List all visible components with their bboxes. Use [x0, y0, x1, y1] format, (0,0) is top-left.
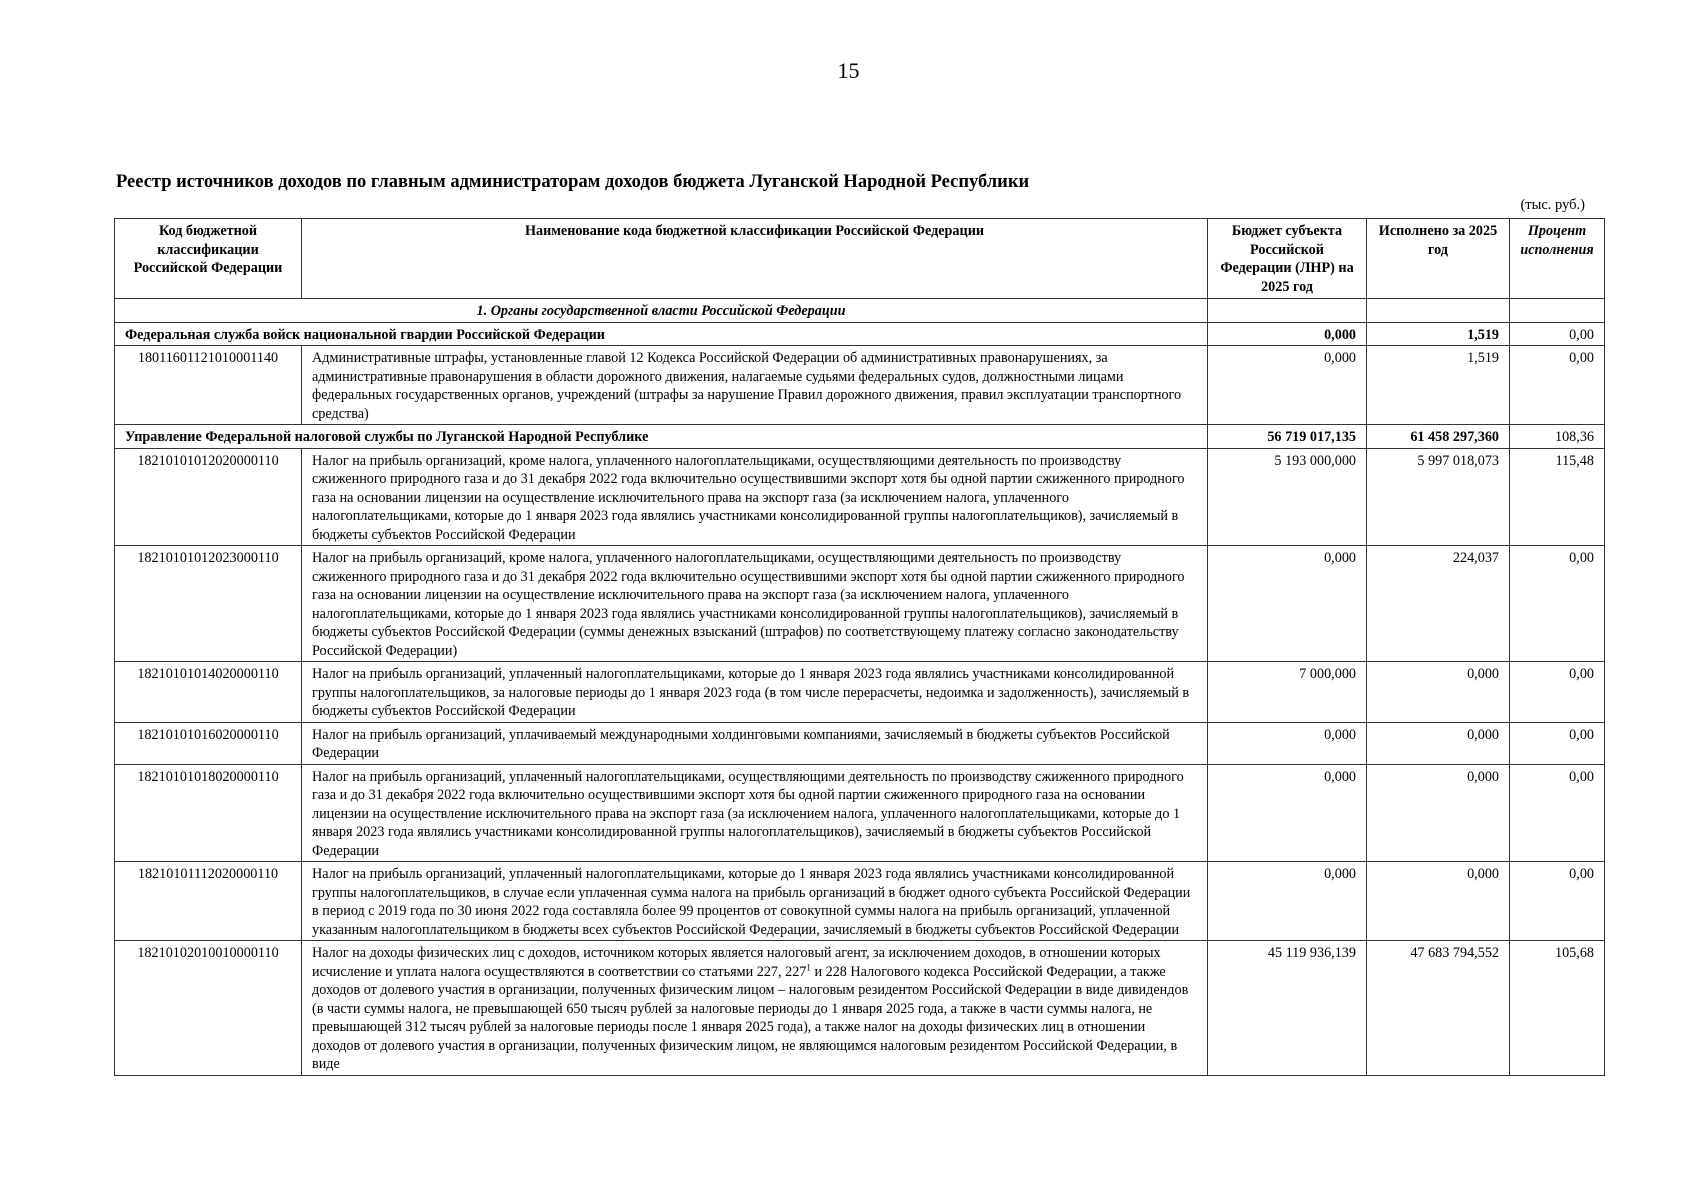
row-name: Налог на прибыль организаций, уплаченный налогоплательщиками, которые до 1 января 2023 года являлись участниками консолидированной группы налогоплательщиков, в случае если уплаченная сумма налога на прибыль организаций в бюджет одного субъекта Российской Федерации в период с 2019 года по 30 июня 2022 года составляла более 99 процентов от совокупной суммы налога на прибыль организаций, уплаченной указанным налогоплательщиком в бюджеты всех субъектов Российской Федерации, зачисляемый в бюджеты субъектов Российской Федерации — [302, 862, 1208, 941]
table-row — [115, 941, 1605, 1076]
row-budget: 0,000 — [1208, 862, 1367, 941]
row-budget: 5 193 000,000 — [1208, 448, 1367, 546]
superscript: 1 — [806, 961, 811, 972]
section-title: 1. Органы государственной власти Российской Федерации — [115, 299, 1208, 323]
row-percent: 105,68 — [1510, 941, 1605, 1076]
row-executed: 5 997 018,073 — [1367, 448, 1510, 546]
row-percent: 0,00 — [1510, 546, 1605, 662]
row-percent: 0,00 — [1510, 764, 1605, 862]
table-row — [115, 448, 1605, 546]
administrator-executed: 1,519 — [1367, 322, 1510, 346]
row-percent: 0,00 — [1510, 722, 1605, 764]
table-row — [115, 662, 1605, 723]
row-name: Налог на прибыль организаций, уплаченный налогоплательщиками, осуществляющими деятельность по производству сжиженного природного газа и до 31 декабря 2022 года включительно осуществившими экспорт хотя бы одной партии сжиженного природного газа на основании лицензии на осуществление исключительного права на экспорт газа (за исключением налога, уплаченного налогоплательщиками, которые до 1 января 2023 года являлись участниками консолидированной группы налогоплательщиков), зачисляемый в бюджеты субъектов Российской Федерации — [302, 764, 1208, 862]
administrator-name: Федеральная служба войск национальной гвардии Российской Федерации — [115, 322, 1208, 346]
row-code: 18210101014020000110 — [115, 662, 302, 723]
row-budget: 0,000 — [1208, 346, 1367, 425]
table-row — [115, 764, 1605, 862]
row-code: 18210101112020000110 — [115, 862, 302, 941]
row-code: 18210101012020000110 — [115, 448, 302, 546]
administrator-percent: 108,36 — [1510, 425, 1605, 449]
header-budget: Бюджет субъекта Российской Федерации (ЛНР) на 2025 год — [1208, 219, 1367, 299]
row-percent: 115,48 — [1510, 448, 1605, 546]
row-name — [302, 941, 1208, 1076]
row-executed: 0,000 — [1367, 722, 1510, 764]
table-row — [115, 546, 1605, 662]
row-percent: 0,00 — [1510, 662, 1605, 723]
administrator-executed: 61 458 297,360 — [1367, 425, 1510, 449]
administrator-row — [115, 425, 1605, 449]
administrator-percent: 0,00 — [1510, 322, 1605, 346]
table-header-row — [115, 219, 1605, 299]
empty-cell — [1510, 299, 1605, 323]
row-percent: 0,00 — [1510, 346, 1605, 425]
row-name: Административные штрафы, установленные главой 12 Кодекса Российской Федерации об административных правонарушениях, за административные правонарушения в области дорожного движения, налагаемые судьями федеральных судов, должностными лицами федеральных государственных органов, учреждений (штрафы за нарушение Правил дорожного движения, правил эксплуатации транспортного средства) — [302, 346, 1208, 425]
row-name: Налог на прибыль организаций, кроме налога, уплаченного налогоплательщиками, осуществляющими деятельность по производству сжиженного природного газа и до 31 декабря 2022 года включительно осуществившими экспорт хотя бы одной партии сжиженного природного газа на основании лицензии на осуществление исключительного права на экспорт газа (за исключением налога, уплаченного налогоплательщиками, которые до 1 января 2023 года являлись участниками консолидированной группы налогоплательщиков), зачисляемый в бюджеты субъектов Российской Федерации — [302, 448, 1208, 546]
table-row — [115, 862, 1605, 941]
row-name-part: Налог на доходы физических лиц с доходов, источником которых является налоговый агент, за исключением доходов, в отношении которых исчисление и уплата налога осуществляются в соответствии со статьями 227, 227 — [312, 945, 1161, 980]
row-budget: 7 000,000 — [1208, 662, 1367, 723]
administrator-row — [115, 322, 1605, 346]
row-executed: 224,037 — [1367, 546, 1510, 662]
row-name: Налог на прибыль организаций, уплаченный налогоплательщиками, которые до 1 января 2023 года являлись участниками консолидированной группы налогоплательщиков, за налоговые периоды до 1 января 2023 года (в том числе перерасчеты, недоимка и задолженность), зачисляемый в бюджеты субъектов Российской Федерации — [302, 662, 1208, 723]
row-name-part: и 228 Налогового кодекса Российской Федерации, а также доходов от долевого участия в организации, полученных физическим лицом – налоговым резидентом Российской Федерации в виде дивидендов (в части суммы налога, не превышающей 650 тысяч рублей за налоговые периоды до 1 января 2025 года, а также в части суммы налога, не превышающей 312 тысяч рублей за налоговые периоды после 1 января 2025 года), а также налог на доходы физических лиц в отношении доходов от долевого участия в организации, полученных физическим лицом, не являющимся налоговым резидентом Российской Федерации, в виде — [312, 963, 1189, 1072]
row-percent: 0,00 — [1510, 862, 1605, 941]
row-budget: 0,000 — [1208, 722, 1367, 764]
administrator-name: Управление Федеральной налоговой службы по Луганской Народной Республике — [115, 425, 1208, 449]
section-row — [115, 299, 1605, 323]
document-title: Реестр источников доходов по главным администраторам доходов бюджета Луганской Народной Республики — [116, 172, 1030, 192]
revenue-register-table — [114, 218, 1605, 1076]
table-row — [115, 722, 1605, 764]
row-executed: 0,000 — [1367, 662, 1510, 723]
row-executed: 1,519 — [1367, 346, 1510, 425]
header-code: Код бюджетной классификации Российской Федерации — [115, 219, 302, 299]
row-code: 18011601121010001140 — [115, 346, 302, 425]
row-code: 18210102010010000110 — [115, 941, 302, 1076]
empty-cell — [1367, 299, 1510, 323]
row-code: 18210101016020000110 — [115, 722, 302, 764]
row-name: Налог на прибыль организаций, уплачиваемый международными холдинговыми компаниями, зачисляемый в бюджеты субъектов Российской Федерации — [302, 722, 1208, 764]
row-budget: 0,000 — [1208, 546, 1367, 662]
row-code: 18210101018020000110 — [115, 764, 302, 862]
administrator-budget: 56 719 017,135 — [1208, 425, 1367, 449]
header-executed: Исполнено за 2025 год — [1367, 219, 1510, 299]
row-executed: 0,000 — [1367, 764, 1510, 862]
row-executed: 0,000 — [1367, 862, 1510, 941]
row-budget: 0,000 — [1208, 764, 1367, 862]
table-row — [115, 346, 1605, 425]
row-executed: 47 683 794,552 — [1367, 941, 1510, 1076]
row-code: 18210101012023000110 — [115, 546, 302, 662]
units-label: (тыс. руб.) — [1520, 197, 1585, 213]
row-name: Налог на прибыль организаций, кроме налога, уплаченного налогоплательщиками, осуществляющими деятельность по производству сжиженного природного газа и до 31 декабря 2022 года включительно осуществившими экспорт хотя бы одной партии сжиженного природного газа на основании лицензии на осуществление исключительного права на экспорт газа (за исключением налога, уплаченного налогоплательщиками, которые до 1 января 2023 года являлись участниками консолидированной группы налогоплательщиков), зачисляемый в бюджеты субъектов Российской Федерации (суммы денежных взысканий (штрафов) по соответствующему платежу согласно законодательству Российской Федерации) — [302, 546, 1208, 662]
header-name: Наименование кода бюджетной классификации Российской Федерации — [302, 219, 1208, 299]
page-number: 15 — [837, 58, 860, 83]
header-percent: Процент исполнения — [1510, 219, 1605, 299]
row-budget: 45 119 936,139 — [1208, 941, 1367, 1076]
administrator-budget: 0,000 — [1208, 322, 1367, 346]
empty-cell — [1208, 299, 1367, 323]
